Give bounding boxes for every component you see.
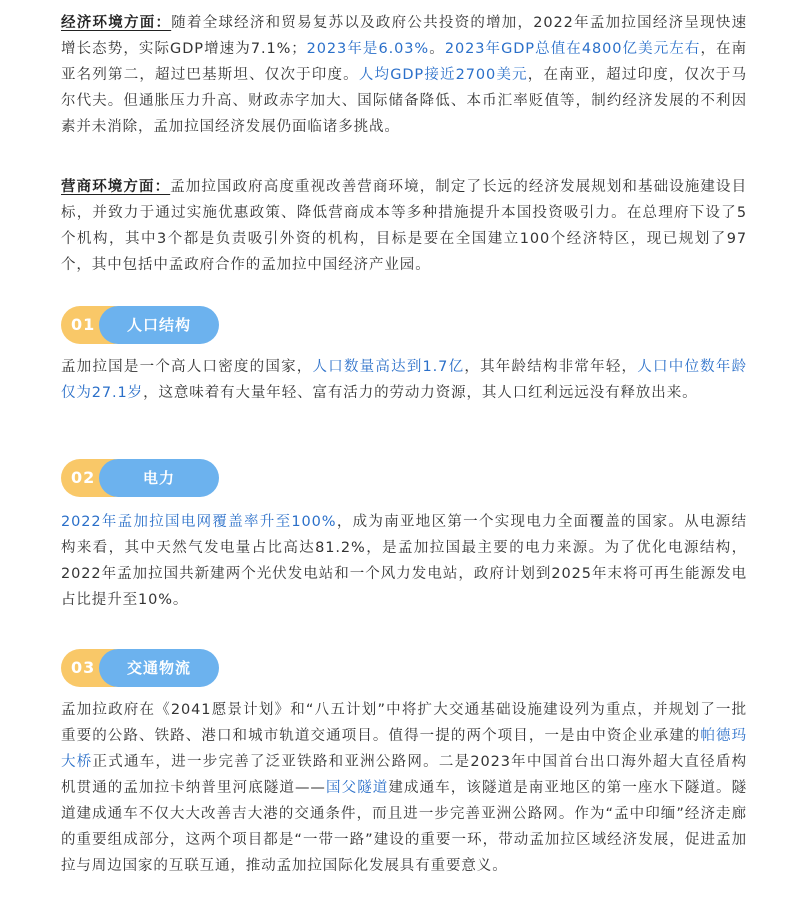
economy-paragraph <box>61 10 747 140</box>
transport-text-2: 正式通车，进一步完善了泛亚铁路和亚洲公路网。二是2023年中国首台出口海外超大直径盾构机贯通的孟加拉卡纳普里河底隧道—— <box>61 754 747 796</box>
section-title: 交通物流 <box>99 649 219 687</box>
business-label: 营商环境方面： <box>61 179 171 195</box>
economy-highlight-gdp-growth-2023: 2023年是6.03% <box>306 41 430 57</box>
population-text-2: ，其年龄结构非常年轻， <box>464 359 638 375</box>
electricity-highlight-coverage: 2022年孟加拉国电网覆盖率升至100% <box>61 514 337 530</box>
section-number: 03 <box>71 658 96 677</box>
section-badge-01 <box>61 306 219 344</box>
population-highlight-count: 人口数量高达到1.7亿 <box>312 359 465 375</box>
population-paragraph <box>61 354 747 406</box>
transport-text-1: 孟加拉政府在《2041愿景计划》和“八五计划”中将扩大交通基础设施建设列为重点，并规划了一批重要的公路、铁路、港口和城市轨道交通项目。值得一提的两个项目，一是由中资企业承建的 <box>61 702 747 744</box>
economy-text-4: ，在南亚，超过印度，仅次于马尔代夫。但通胀压力升高、财政赤字加大、国际储备降低、本币汇率贬值等，制约经济发展的不利因素并未消除，孟加拉国经济发展仍面临诸多挑战。 <box>61 67 747 135</box>
transport-highlight-padma-bridge: 帕德玛大桥 <box>61 728 747 770</box>
section-badge-03 <box>61 649 219 687</box>
transport-highlight-tunnel: 国父隧道 <box>325 780 389 796</box>
section-badge-02 <box>61 459 219 497</box>
business-paragraph <box>61 174 747 278</box>
economy-text-2: 。 <box>429 41 445 57</box>
section-number: 01 <box>71 315 96 334</box>
economy-label: 经济环境方面： <box>61 15 172 31</box>
section-number: 02 <box>71 468 96 487</box>
section-title: 人口结构 <box>99 306 219 344</box>
population-text-1: 孟加拉国是一个高人口密度的国家， <box>61 359 313 375</box>
electricity-paragraph <box>61 509 747 613</box>
electricity-text-1: ，成为南亚地区第一个实现电力全面覆盖的国家。从电源结构来看，其中天然气发电量占比高达81.2%，是孟加拉国最主要的电力来源。为了优化电源结构，2022年孟加拉国共新建两个光伏发电站和一个风力发电站，政府计划到2025年末将可再生能源发电占比提升至10%。 <box>61 514 747 608</box>
transport-paragraph <box>61 697 747 879</box>
transport-text-3: 建成通车，该隧道是南亚地区的第一座水下隧道。隧道建成通车不仅大大改善吉大港的交通条件，而且进一步完善亚洲公路网。作为“孟中印缅”经济走廊的重要组成部分，这两个项目都是“一带一路”建设的重要一环，带动孟加拉区域经济发展，促进孟加拉与周边国家的互联互通，推动孟加拉国际化发展具有重要意义。 <box>61 780 747 874</box>
economy-highlight-gdp-per-capita: 人均GDP接近2700美元 <box>358 67 528 83</box>
economy-text-3: ，在南亚名列第二，超过巴基斯坦、仅次于印度。 <box>61 41 747 83</box>
economy-highlight-gdp-total: 2023年GDP总值在4800亿美元左右 <box>444 41 701 57</box>
economy-text-1: 随着全球经济和贸易复苏以及政府公共投资的增加，2022年孟加拉国经济呈现快速增长态势，实际GDP增速为7.1%； <box>61 15 747 57</box>
business-text: 孟加拉国政府高度重视改善营商环境，制定了长远的经济发展规划和基础设施建设目标，并致力于通过实施优惠政策、降低营商成本等多种措施提升本国投资吸引力。在总理府下设了5个机构，其中3个都是负责吸引外资的机构，目标是要在全国建立100个经济特区，现已规划了97个，其中包括中孟政府合作的孟加拉中国经济产业园。 <box>61 179 747 273</box>
population-highlight-median-age: 人口中位数年龄仅为27.1岁 <box>61 359 747 401</box>
population-text-3: ，这意味着有大量年轻、富有活力的劳动力资源，其人口红利远远没有释放出来。 <box>143 385 698 401</box>
section-title: 电力 <box>99 459 219 497</box>
